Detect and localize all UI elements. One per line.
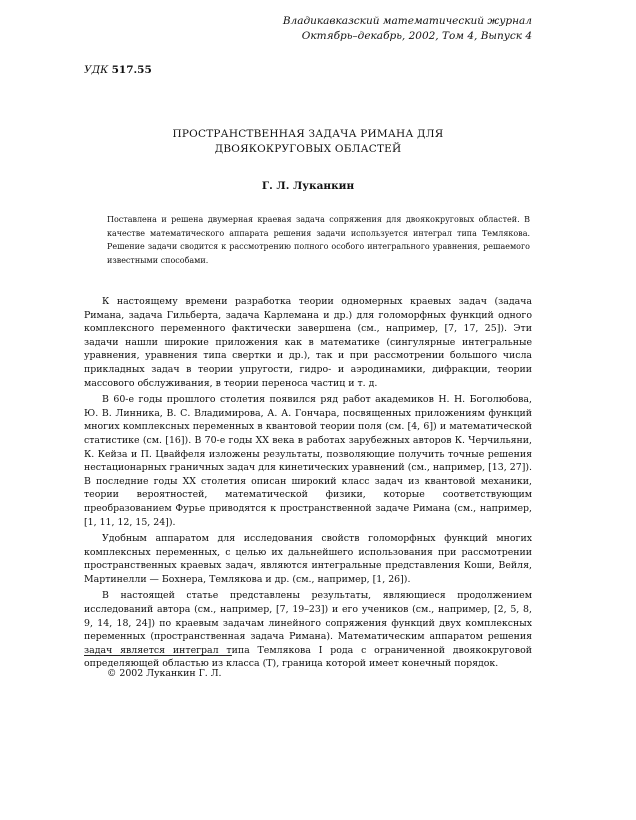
footnote-rule <box>84 655 232 656</box>
author-name: Г. Л. Луканкин <box>261 180 355 192</box>
paragraph-4: В настоящей статье представлены результаты, являющиеся продолжением исследований автора (см., например, [7, 19–23]) и его учеников (см., например, [2, 5, 8, 9, 14, 18, 24]) по краевым задачам линейного сопряжения функций двух комплексных переменных (пространственная задача Римана). Математическим аппаратом решения задач является интеграл типа Темлякова I рода с ограниченной двоякокруговой определяющей областью из класса (T), граница которой имеет конечный порядок. <box>84 590 532 670</box>
title-line-1: ПРОСТРАНСТВЕННАЯ ЗАДАЧА РИМАНА ДЛЯ <box>172 128 444 140</box>
journal-header <box>283 14 532 44</box>
paragraph-3: Удобным аппаратом для исследования свойств голоморфных функций многих комплексных переменных, с целью их дальнейшего использования при рассмотрении пространственных краевых задач, являются интегральные представления Коши, Вейля, Мартинелли — Бохнера, Темлякова и др. (см., например, [1, 26]). <box>84 533 532 585</box>
journal-issue: Октябрь–декабрь, 2002, Том 4, Выпуск 4 <box>301 30 532 42</box>
udc-label: УДК <box>84 64 109 76</box>
abstract: Поставлена и решена двумерная краевая задача сопряжения для двоякокруговых областей. В качестве математического аппарата решения задачи используется интеграл типа Темлякова. Решение задачи сводится к рассмотрению полного особого интегрального уравнения, решаемого известными способами. <box>107 215 530 265</box>
paragraph-1: К настоящему времени разработка теории одномерных краевых задач (задача Римана, задача Гильберта, задача Карлемана и др.) для голоморфных функций одного комплексного переменного фактически завершена (см., например, [7, 17, 25]). Эти задачи нашли широкие приложения как в математике (сингулярные интегральные уравнения, уравнения типа свертки и др.), так и при рассмотрении большого числа прикладных задач в теории упругости, гидро- и аэродинамики, дифракции, теории массового обслуживания, в теории переноса частиц и т. д. <box>84 296 532 389</box>
body-text <box>84 295 532 674</box>
paragraph-2: В 60-е годы прошлого столетия появился ряд работ академиков Н. Н. Боголюбова, Ю. В. Линника, В. С. Владимирова, А. А. Гончара, посвященных приложениям функций многих комплексных переменных в квантовой теории поля (см. [4, 6]) и математической статистике (см. [16]). В 70-е годы XX века в работах зарубежных авторов К. Черчильяни, К. Кейза и П. Цвайфеля изложены результаты, позволяющие получить точные решения нестационарных граничных задач для кинетических уравнений (см., например, [13, 27]). В последние годы XX столетия описан широкий класс задач из квантовой механики, теории вероятностей, математической физики, которые соответствующим преобразованием Фурье приводятся к пространственной задаче Римана (см., например, [1, 11, 12, 15, 24]). <box>84 394 532 528</box>
paper-title <box>84 127 532 157</box>
udc-code <box>84 64 152 76</box>
journal-name: Владикавказский математический журнал <box>282 15 532 27</box>
udc-number: 517.55 <box>111 64 152 76</box>
title-line-2: ДВОЯКОКРУГОВЫХ ОБЛАСТЕЙ <box>214 143 402 155</box>
copyright-note: © 2002 Луканкин Г. Л. <box>107 668 222 679</box>
